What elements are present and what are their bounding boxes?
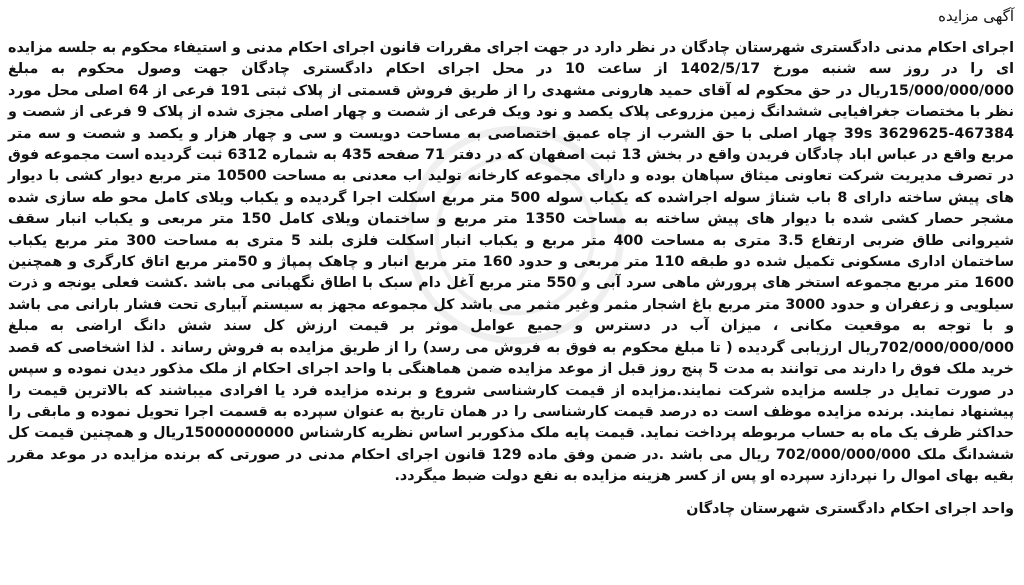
notice-body: اجرای احکام مدنی دادگستری شهرستان چادگان در نظر دارد در جهت اجرای مقررات قانون اجرای احکام مدنی و استیفاء محکوم به جلسه مزایده ای را در روز سه شنبه مورخ 1402/5/17 از ساعت 10 در محل اجرای احکام دادگستری چادگان جهت وصول محکوم به مبلغ 15/000/000/000ریال در حق محکوم له آقای حمید هارونی مشهدی را از طریق فروش قسمتی از پلاک ثبتی 191 فرعی از 64 اصلی محل مورد نظر با مختصات جغرافیایی ششدانگ زمین مزروعی پلاک یکصد و نود ویک فرعی از شصت و چهار اصلی مجزی شده از پلاک 9 فرعی از شصت و 467384-3629625 39s چهار اصلی با حق الشرب از چاه عمیق اختصاصی به مساحت دویست و سی و چهار هزار و یکصد و شصت و سه متر مربع واقع در عباس اباد چادگان فریدن واقع در بخش 13 ثبت اصفهان که در دفتر 71 صفحه 435 به شماره 6312 ثبت گردیده است مجموعه فوق در تصرف مدیریت شرکت تعاونی میثاق سپاهان بوده و دارای مجموعه کارخانه تولید اب معدنی به مساحت 10500 متر مربع دیوار کشی با دیوار های پیش ساخته دارای 8 باب شناژ سوله اجراشده که یکباب سوله 500 متر مربع اسکلت اجرا گردیده و یکباب ویلای کامل محو طه سازی شده مشجر حصار کشی شده با دیوار های پیش ساخته به مساحت 1350 متر مربع و ساختمان ویلای کامل 150 متر مربعی و یکباب انبار سقف شیروانی طاق ضربی ارتفاع 3.5 متری به مساحت 400 متر مربع و یکباب انبار اسکلت فلزی بلند 5 متری به مساحت 300 متر مربع یکباب ساختمان اداری مسکونی تکمیل شده دو طبقه 110 متر مربعی و حدود 160 متر مربع انبار و چاهک پمپاژ و 50متر مربع اتاق کارگری و همچنین 1600 متر مربع مجموعه استخر های پرورش ماهی سرد آبی و 550 متر مربع آغل دام سبک با اطاق نگهبانی می باشد .کشت فعلی یونجه و ذرت سیلویی و زعفران و حدود 3000 متر مربع باغ اشجار مثمر وغیر مثمر می باشد کل مجموعه مجهز به سیستم آبیاری تحت فشار بارانی می باشد و با توجه به موقعیت مکانی ، میزان آب در دسترس و جمیع عوامل موثر بر قیمت ارزش کل سند شش دانگ اراضی به مبلغ 702/000/000/000ریال ارزیابی گردیده ( تا مبلغ محکوم به فوق به فروش می رسد) را از طریق مزایده به فروش رساند . لذا اشخاصی که قصد خرید ملک فوق را دارند می توانند به مدت 5 پنج روز قبل از موعد مزایده ضمن هماهنگی با واحد اجرای احکام از ملک مذکور دیدن نموده و سپس در صورت تمایل در جلسه مزایده شرکت نمایند.مزایده از قیمت کارشناسی شروع و برنده مزایده فرد یا افرادی میباشند که بالاترین قیمت را پیشنهاد نمایند. برنده مزایده موظف است ده درصد قیمت کارشناسی را در همان تاریخ به عنوان سپرده به قسمت اجرا تحویل نموده و مابقی را حداکثر ظرف یک ماه به حساب مربوطه پرداخت نماید. قیمت پایه ملک مذکوربر اساس نظریه کارشناس 15000000000ریال و همچنین قیمت کل ششدانگ ملک 702/000/000/000 ریال می باشد .در ضمن وفق ماده 129 قانون اجرای احکام مدنی در صورتی که برنده مزایده در موعد مقرر بقیه بهای اموال را نپردازد سپرده او پس از کسر هزینه مزایده به نفع دولت ضبط میگردد. — [8, 40, 1015, 485]
notice-signature: واحد اجرای احکام دادگستری شهرستان چادگان — [686, 500, 1014, 517]
auction-notice — [0, 6, 1024, 585]
notice-title: آگهی مزایده — [938, 7, 1014, 25]
